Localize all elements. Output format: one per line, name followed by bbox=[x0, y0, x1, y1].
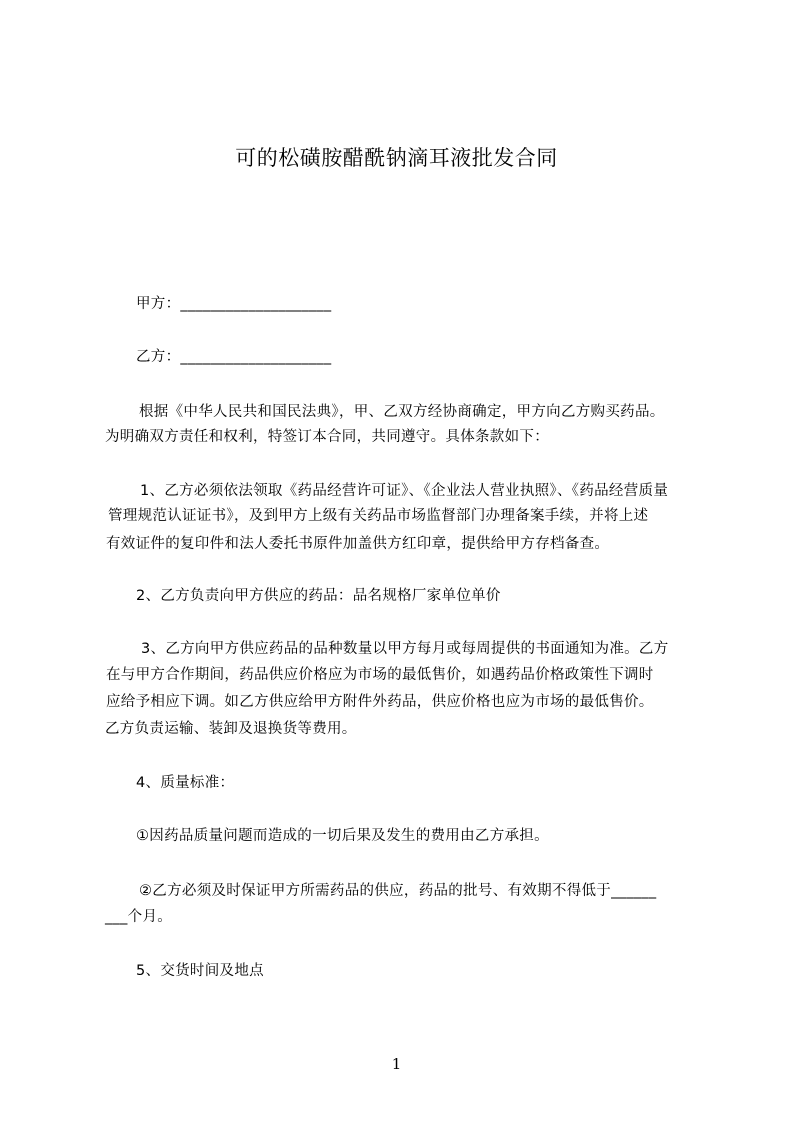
party-a-field: 甲方：____________________ bbox=[136, 296, 332, 312]
clause-4-item-2-line-1: ②乙方必须及时保证甲方所需药品的供应，药品的批号、有效期不得低于______ bbox=[139, 883, 657, 899]
clause-1-line-2: 管理规范认证证书》，及到甲方上级有关药品市场监督部门办理备案手续，并将上述 bbox=[108, 508, 649, 524]
clause-4: 4、质量标准： bbox=[136, 775, 235, 791]
clause-1-line-1: 1、乙方必须依法领取《药品经营许可证》、《企业法人营业执照》、《药品经营质量 bbox=[140, 483, 669, 499]
preamble-line-2: 为明确双方责任和权利，特签订本合同，共同遵守。具体条款如下： bbox=[105, 429, 549, 445]
clause-1-line-3: 有效证件的复印件和法人委托书原件加盖供方红印章，提供给甲方存档备查。 bbox=[106, 536, 610, 552]
party-b-field: 乙方：____________________ bbox=[136, 349, 332, 365]
clause-5: 5、交货时间及地点 bbox=[136, 963, 264, 979]
clause-4-item-2-line-2: ___个月。 bbox=[105, 909, 173, 925]
page-number: 1 bbox=[391, 1055, 402, 1073]
contract-title: 可的松磺胺醋酰钠滴耳液批发合同 bbox=[235, 146, 558, 170]
clause-3-line-3: 应给予相应下调。如乙方供应给甲方附件外药品，供应价格也应为市场的最低售价。 bbox=[106, 694, 654, 710]
clause-3-line-2: 在与甲方合作期间，药品供应价格应为市场的最低售价，如遇药品价格政策性下调时 bbox=[106, 667, 654, 683]
clause-2: 2、乙方负责向甲方供应的药品：品名规格厂家单位单价 bbox=[136, 588, 501, 604]
clause-3-line-4: 乙方负责运输、装卸及退换货等费用。 bbox=[105, 721, 357, 737]
preamble-line-1: 根据《中华人民共和国民法典》，甲、乙双方经协商确定，甲方向乙方购买药品。 bbox=[139, 404, 665, 420]
clause-4-item-1: ①因药品质量问题而造成的一切后果及发生的费用由乙方承担。 bbox=[136, 828, 549, 844]
clause-3-line-1: 3、乙方向甲方供应药品的品种数量以甲方每月或每周提供的书面通知为准。乙方 bbox=[141, 641, 669, 657]
